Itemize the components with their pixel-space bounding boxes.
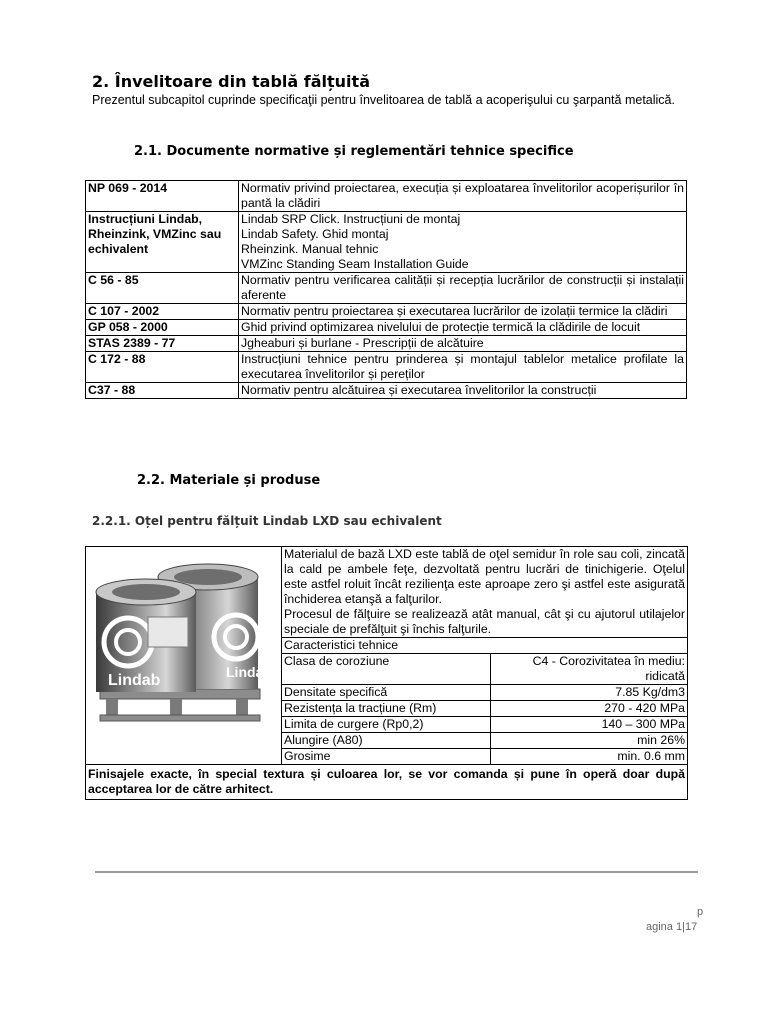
table-row (86, 352, 687, 383)
description-line: Lindab Safety. Ghid montaj (241, 227, 389, 241)
page-number: agina 1|17 (646, 921, 698, 933)
table-row (86, 273, 687, 304)
document-description (239, 383, 687, 399)
document-description (239, 352, 687, 383)
section-title: 2. Învelitoare din tablă fălțuită (92, 72, 370, 91)
spec-label: Limita de curgere (Rp0,2) (282, 717, 491, 733)
footer-divider (95, 871, 698, 873)
description-line: VMZinc Standing Seam Installation Guide (241, 257, 469, 271)
lindab-coils-image (86, 547, 281, 737)
description-line: Normativ privind proiectarea, execuția și exploatarea învelitorilor acoperișurilor în pantă la clădiri (241, 181, 684, 210)
spec-value: 270 - 420 MPa (491, 701, 688, 717)
description-line: Instrucțiuni tehnice pentru prinderea și montajul tablelor metalice profilate la executarea învelitorilor și pereților (241, 352, 684, 381)
description-line: Normativ pentru verificarea calității și recepția lucrărilor de construcții și instalații aferente (241, 273, 684, 302)
document-code: STAS 2389 - 77 (86, 336, 239, 352)
spec-value: min 26% (491, 733, 688, 749)
material-description (282, 547, 688, 638)
document-code: NP 069 - 2014 (86, 181, 239, 212)
spec-label: Clasa de coroziune (282, 654, 491, 685)
spec-label: Densitate specifică (282, 685, 491, 701)
description-paragraph-1: Materialul de bază LXD este tablă de oţel semidur în role sau coli, zincată la cald pe ambele feţe, dezvoltată pentru lucrări de tinichigerie. Oţelul este astfel roluit încât rezilienţa este aproape zero şi astfel este asigurată închiderea etanşă a falţurilor. (284, 547, 685, 606)
spec-value: min. 0.6 mm (491, 749, 688, 765)
document-description (239, 336, 687, 352)
product-photo-cell (86, 547, 282, 765)
materials-title: 2.2. Materiale și produse (137, 473, 321, 488)
document-code: C37 - 88 (86, 383, 239, 399)
material-subtitle: 2.2.1. Oțel pentru fălțuit Lindab LXD sau echivalent (92, 514, 442, 528)
specs-header: Caracteristici tehnice (282, 638, 688, 654)
description-line: Ghid privind optimizarea nivelului de protecție termică la clădirile de locuit (241, 320, 641, 334)
description-line: Lindab SRP Click. Instrucțiuni de montaj (241, 212, 461, 226)
table-row (86, 336, 687, 352)
description-line: Normativ pentru alcătuirea și executarea învelitorilor la construcții (241, 383, 597, 397)
spec-value: 7.85 Kg/dm3 (491, 685, 688, 701)
document-code: C 107 - 2002 (86, 304, 239, 320)
table-row (86, 212, 687, 273)
spec-label: Alungire (A80) (282, 733, 491, 749)
description-line: Jgheaburi și burlane - Prescripții de alcătuire (241, 336, 484, 350)
table-row (86, 304, 687, 320)
material-footnote: Finisajele exacte, în special textura și culoarea lor, se vor comanda și pune în operă doar după acceptarea lor de către arhitect. (86, 765, 688, 800)
table-row (86, 383, 687, 399)
table-row (86, 320, 687, 336)
brand-left: Lindab (108, 672, 161, 689)
document-code: C 172 - 88 (86, 352, 239, 383)
document-code: C 56 - 85 (86, 273, 239, 304)
description-paragraph-2: Procesul de fălţuire se realizează atât manual, cât şi cu ajutorul utilajelor speciale de prefălţuit şi închis falţurile. (284, 607, 685, 636)
spec-label: Grosime (282, 749, 491, 765)
spec-label: Rezistența la tracțiune (Rm) (282, 701, 491, 717)
spec-value: 140 – 300 MPa (491, 717, 688, 733)
brand-right: Lindab (226, 664, 272, 680)
subsection-title: 2.1. Documente normative și reglementări tehnice specifice (134, 144, 574, 159)
document-code: Instrucțiuni Lindab, Rheinzink, VMZinc sau echivalent (86, 212, 239, 273)
material-table (85, 546, 688, 800)
description-line: Rheinzink. Manual tehnic (241, 242, 379, 256)
table-row (86, 181, 687, 212)
normative-documents-table (85, 180, 687, 399)
spec-value: C4 - Corozivitatea în mediu: ridicată (491, 654, 688, 685)
description-line: Normativ pentru proiectarea și executarea lucrărilor de izolații termice la clădiri (241, 304, 668, 318)
document-description (239, 181, 687, 212)
document-description (239, 304, 687, 320)
document-code: GP 058 - 2000 (86, 320, 239, 336)
document-description (239, 212, 687, 273)
document-description (239, 273, 687, 304)
section-intro: Prezentul subcapitol cuprinde specificaţii pentru învelitoarea de tablă a acoperişului cu şarpantă metalică. (92, 93, 675, 107)
document-description (239, 320, 687, 336)
page-number-p: p (697, 906, 704, 918)
